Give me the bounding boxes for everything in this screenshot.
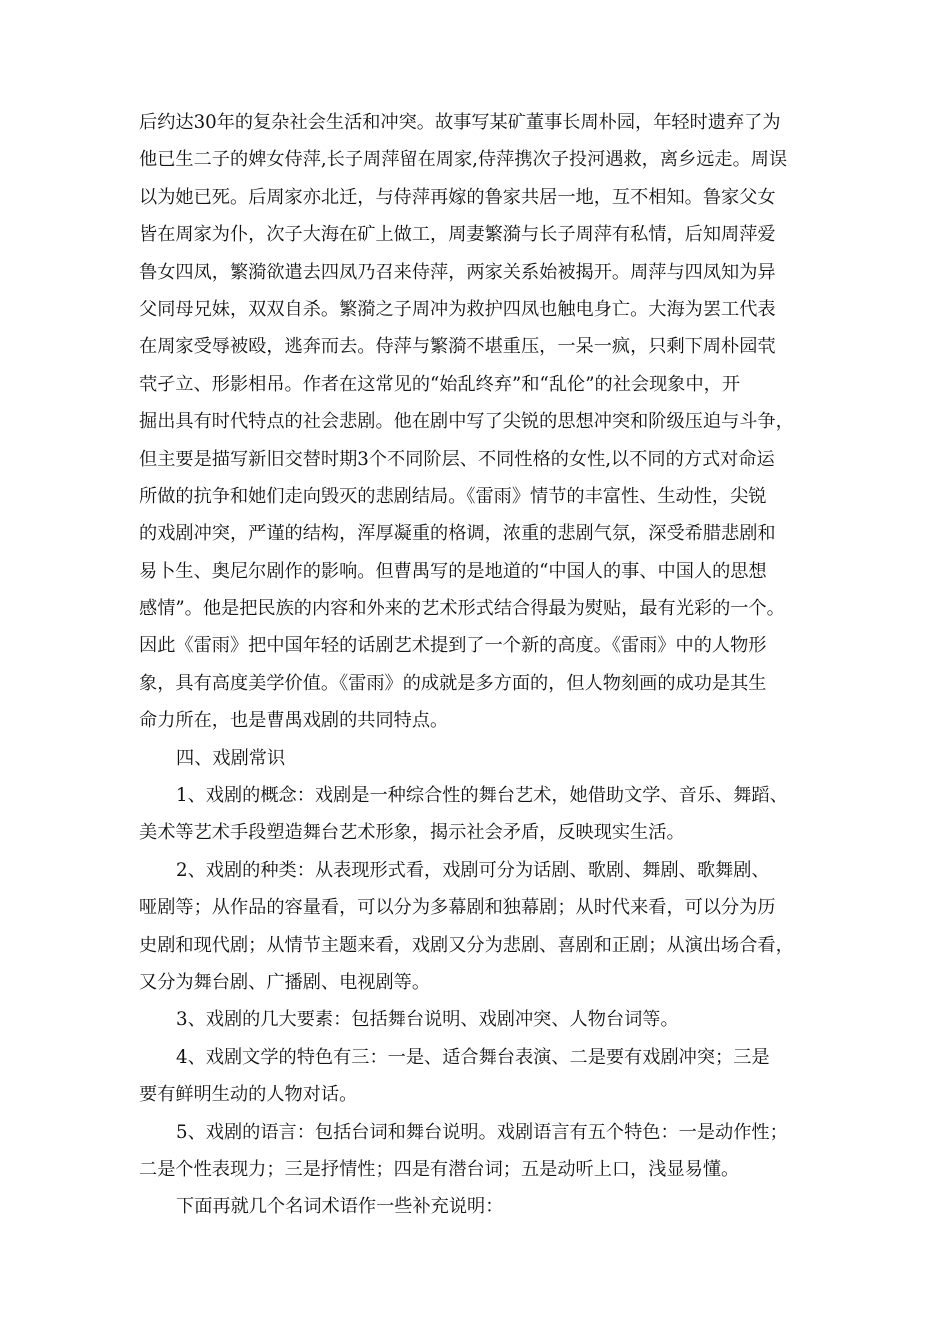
text-line: 感情”。他是把民族的内容和外来的艺术形式结合得最为熨贴，最有光彩的一个。 <box>139 598 785 620</box>
document-page <box>139 104 829 1226</box>
text-line: 因此《雷雨》把中国年轻的话剧艺术提到了一个新的高度。《雷雨》中的人物形 <box>139 635 767 657</box>
text-line: 2、戏剧的种类：从表现形式看，戏剧可分为话剧、歌剧、舞剧、歌舞剧、 <box>176 859 770 881</box>
text-line: 鲁女四凤，繁漪欲遣去四凤乃召来侍萍，两家关系始被揭开。周萍与四凤知为异 <box>139 261 776 283</box>
text-line: 父同母兄妹，双双自杀。繁漪之子周冲为救护四凤也触电身亡。大海为罢工代表 <box>139 298 776 320</box>
text-line: 掘出具有时代特点的社会悲剧。他在剧中写了尖锐的思想冲突和阶级压迫与斗争， <box>139 411 794 433</box>
text-line: 在周家受辱被殴，逃奔而去。侍萍与繁漪不堪重压，一呆一疯，只剩下周朴园茕 <box>139 336 776 358</box>
text-line: 所做的抗争和她们走向毁灭的悲剧结局。《雷雨》情节的丰富性、生动性，尖锐 <box>139 485 767 507</box>
text-line: 5、戏剧的语言：包括台词和舞台说明。戏剧语言有五个特色：一是动作性； <box>176 1121 788 1143</box>
paragraph-supplement-intro <box>139 1188 829 1225</box>
paragraph-drama-literature-features <box>139 1039 829 1114</box>
text-line: 他已生二子的婢女侍萍,长子周萍留在周家,侍萍携次子投河遇救，离乡远走。周误 <box>139 149 788 171</box>
text-line: 象，具有高度美学价值。《雷雨》的成就是多方面的，但人物刻画的成功是其生 <box>139 672 767 694</box>
text-line: 哑剧等；从作品的容量看，可以分为多幕剧和独幕剧；从时代来看，可以分为历 <box>139 897 776 919</box>
text-line: 4、戏剧文学的特色有三：一是、适合舞台表演、二是要有戏剧冲突；三是 <box>176 1046 770 1068</box>
text-line: 皆在周家为仆，次子大海在矿上做工，周妻繁漪与长子周萍有私情，后知周萍爱 <box>139 224 776 246</box>
text-line: 3、戏剧的几大要素：包括舞台说明、戏剧冲突、人物台词等。 <box>176 1009 679 1031</box>
paragraph-drama-language <box>139 1114 829 1189</box>
text-line: 茕孑立、形影相吊。作者在这常见的“始乱终弃”和“乱伦”的社会现象中，开 <box>139 373 741 395</box>
text-line: 但主要是描写新旧交替时期3个不同阶层、不同性格的女性,以不同的方式对命运 <box>139 448 775 470</box>
text-line: 要有鲜明生动的人物对话。 <box>139 1084 358 1106</box>
paragraph-story-summary <box>139 104 829 740</box>
text-line: 二是个性表现力；三是抒情性；四是有潜台词；五是动听上口，浅显易懂。 <box>139 1158 740 1180</box>
text-line: 1、戏剧的概念：戏剧是一种综合性的舞台艺术，她借助文学、音乐、舞蹈、 <box>176 785 788 807</box>
text-line: 后约达30年的复杂社会生活和冲突。故事写某矿董事长周朴园，年轻时遗弃了为 <box>139 112 781 133</box>
text-line: 美术等艺术手段塑造舞台艺术形象，揭示社会矛盾，反映现实生活。 <box>139 822 685 844</box>
paragraph-drama-elements <box>139 1001 829 1038</box>
section-heading: 四、戏剧常识 <box>176 747 286 769</box>
text-line: 以为她已死。后周家亦北迁，与侍萍再嫁的鲁家共居一地，互不相知。鲁家父女 <box>139 186 776 208</box>
text-line: 命力所在，也是曹禺戏剧的共同特点。 <box>139 710 449 732</box>
section-heading-drama-knowledge <box>139 740 829 777</box>
paragraph-drama-concept <box>139 777 829 852</box>
text-line: 下面再就几个名词术语作一些补充说明： <box>176 1196 504 1218</box>
text-line: 易卜生、奥尼尔剧作的影响。但曹禺写的是地道的“中国人的事、中国人的思想 <box>139 560 767 582</box>
text-line: 的戏剧冲突，严谨的结构，浑厚凝重的格调，浓重的悲剧气氛，深受希腊悲剧和 <box>139 523 776 545</box>
text-line: 又分为舞台剧、广播剧、电视剧等。 <box>139 971 431 993</box>
text-line: 史剧和现代剧；从情节主题来看，戏剧又分为悲剧、喜剧和正剧；从演出场合看， <box>139 934 794 956</box>
paragraph-drama-types <box>139 852 829 1002</box>
